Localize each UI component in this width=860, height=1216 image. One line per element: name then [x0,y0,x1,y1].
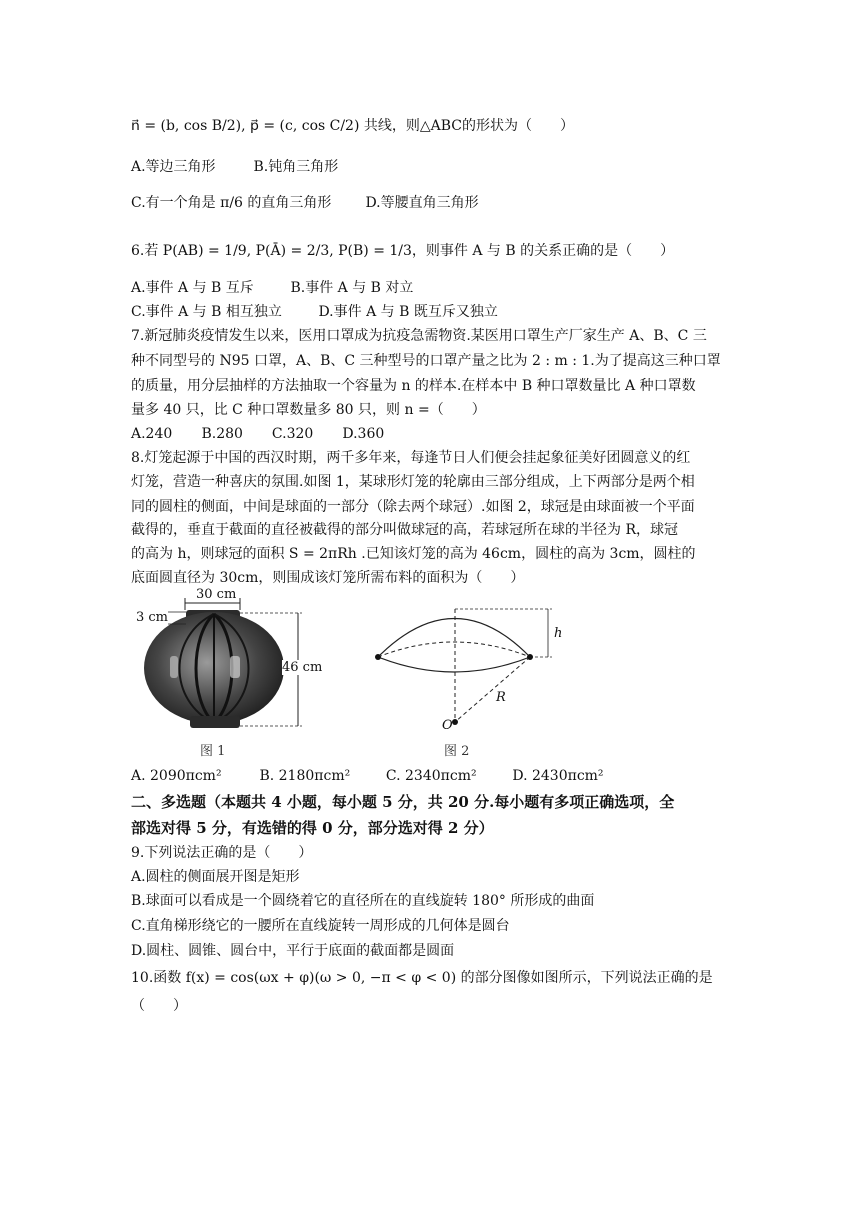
q7-line-4: 量多 40 只，比 C 种口罩数量多 80 只，则 n =（ ） [131,402,486,418]
q8-line-2: 灯笼，营造一种喜庆的氛围.如图 1，某球形灯笼的轮廓由三部分组成，上下两部分是两个相 [131,474,695,490]
q8-line-5: 的高为 h，则球冠的面积 S = 2πRh .已知该灯笼的高为 46cm，圆柱的高为 3cm，圆柱的 [131,546,696,562]
q7-line-3: 的质量，用分层抽样的方法抽取一个容量为 n 的样本.在样本中 B 种口罩数量比 A 种口罩数 [131,378,696,394]
q9-stem: 9.下列说法正确的是（ ） [131,845,313,861]
q9-option-c: C.直角梯形绕它的一腰所在直线旋转一周形成的几何体是圆台 [131,918,510,934]
figure-2-caption: 图 2 [444,744,470,759]
q8-line-1: 8.灯笼起源于中国的西汉时期，两千多年来，每逢节日人们便会挂起象征美好团圆意义的红 [131,450,691,466]
q9-option-b: B.球面可以看成是一个圆绕着它的直径所在的直线旋转 180° 所形成的曲面 [131,893,595,909]
q6-options-row2 [131,302,498,322]
q7-line-2: 种不同型号的 N95 口罩，A、B、C 三种型号的口罩产量之比为 2 : m : 1.为了提高这三种口罩 [131,353,721,369]
q8-line-3: 同的圆柱的侧面，中间是球面的一部分（除去两个球冠）.如图 2，球冠是由球面被一个平面 [131,499,695,515]
q8-option-c: C. 2340πcm² [385,768,477,784]
section-2-heading-line-2: 部选对得 5 分，有选错的得 0 分，部分选对得 2 分） [131,819,494,837]
q8-option-b: B. 2180πcm² [259,768,351,784]
lantern-width-label: 30 cm [196,587,237,602]
q7-line-1: 7.新冠肺炎疫情发生以来，医用口罩成为抗疫急需物资.某医用口罩生产厂家生产 A、B、C 三 [131,328,707,344]
q5-option-d: D.等腰直角三角形 [365,195,479,211]
q5-option-c: C.有一个角是 π/6 的直角三角形 [131,195,332,211]
q7-option-a: A.240 [131,426,173,442]
q6-option-a: A.事件 A 与 B 互斥 [131,280,254,296]
lantern-cylinder-height-label: 3 cm [136,610,169,625]
q6-stem: 6.若 P(AB) = 1/9, P(Ā) = 2/3, P(B) = 1/3，则事件 A 与 B 的关系正确的是（ ） [131,243,675,259]
q9-option-a: A.圆柱的侧面展开图是矩形 [131,869,300,885]
q8-option-a: A. 2090πcm² [131,768,222,784]
figure-1-lantern [130,586,340,758]
q5-options-row2 [131,193,479,213]
spherical-cap-diagram [360,600,590,760]
q6-options-row1 [131,278,413,298]
q8-line-6: 底面圆直径为 30cm，则围成该灯笼所需布料的面积为（ ） [131,570,525,586]
sphere-radius-label: R [496,690,506,705]
q5-condition: n⃗ = (b, cos B/2), p⃗ = (c, cos C/2) 共线，则△ABC的形状为（ ） [131,118,575,134]
q10-stem-line-2: （ ） [131,998,187,1014]
q8-option-d: D. 2430πcm² [512,768,604,784]
q9-option-d: D.圆柱、圆锥、圆台中，平行于底面的截面都是圆面 [131,943,455,959]
q6-option-c: C.事件 A 与 B 相互独立 [131,304,282,320]
lantern-height-label: 46 cm [282,660,323,675]
q7-option-c: C.320 [271,426,314,442]
q5-option-b: B.钝角三角形 [253,159,339,175]
q10-stem-line-1: 10.函数 f(x) = cos(ωx + φ)(ω > 0, −π < φ < 0) 的部分图像如图所示，下列说法正确的是 [131,970,713,986]
q6-option-d: D.事件 A 与 B 既互斥又独立 [318,304,498,320]
figure-1-caption: 图 1 [200,744,226,759]
q7-options [131,424,384,444]
figure-2-spherical-cap [360,600,590,760]
q6-option-b: B.事件 A 与 B 对立 [290,280,414,296]
q7-option-b: B.280 [201,426,243,442]
sphere-center-label: O [442,718,453,733]
q7-option-d: D.360 [342,426,385,442]
q8-options [131,766,604,786]
q5-option-a: A.等边三角形 [131,159,216,175]
section-2-heading-line-1: 二、多选题（本题共 4 小题，每小题 5 分，共 20 分.每小题有多项正确选项，全 [131,793,675,811]
q5-options-row1 [131,157,338,177]
q8-line-4: 截得的，垂直于截面的直径被截得的部分叫做球冠的高，若球冠所在球的半径为 R，球冠 [131,522,678,538]
cap-height-label: h [554,626,563,641]
